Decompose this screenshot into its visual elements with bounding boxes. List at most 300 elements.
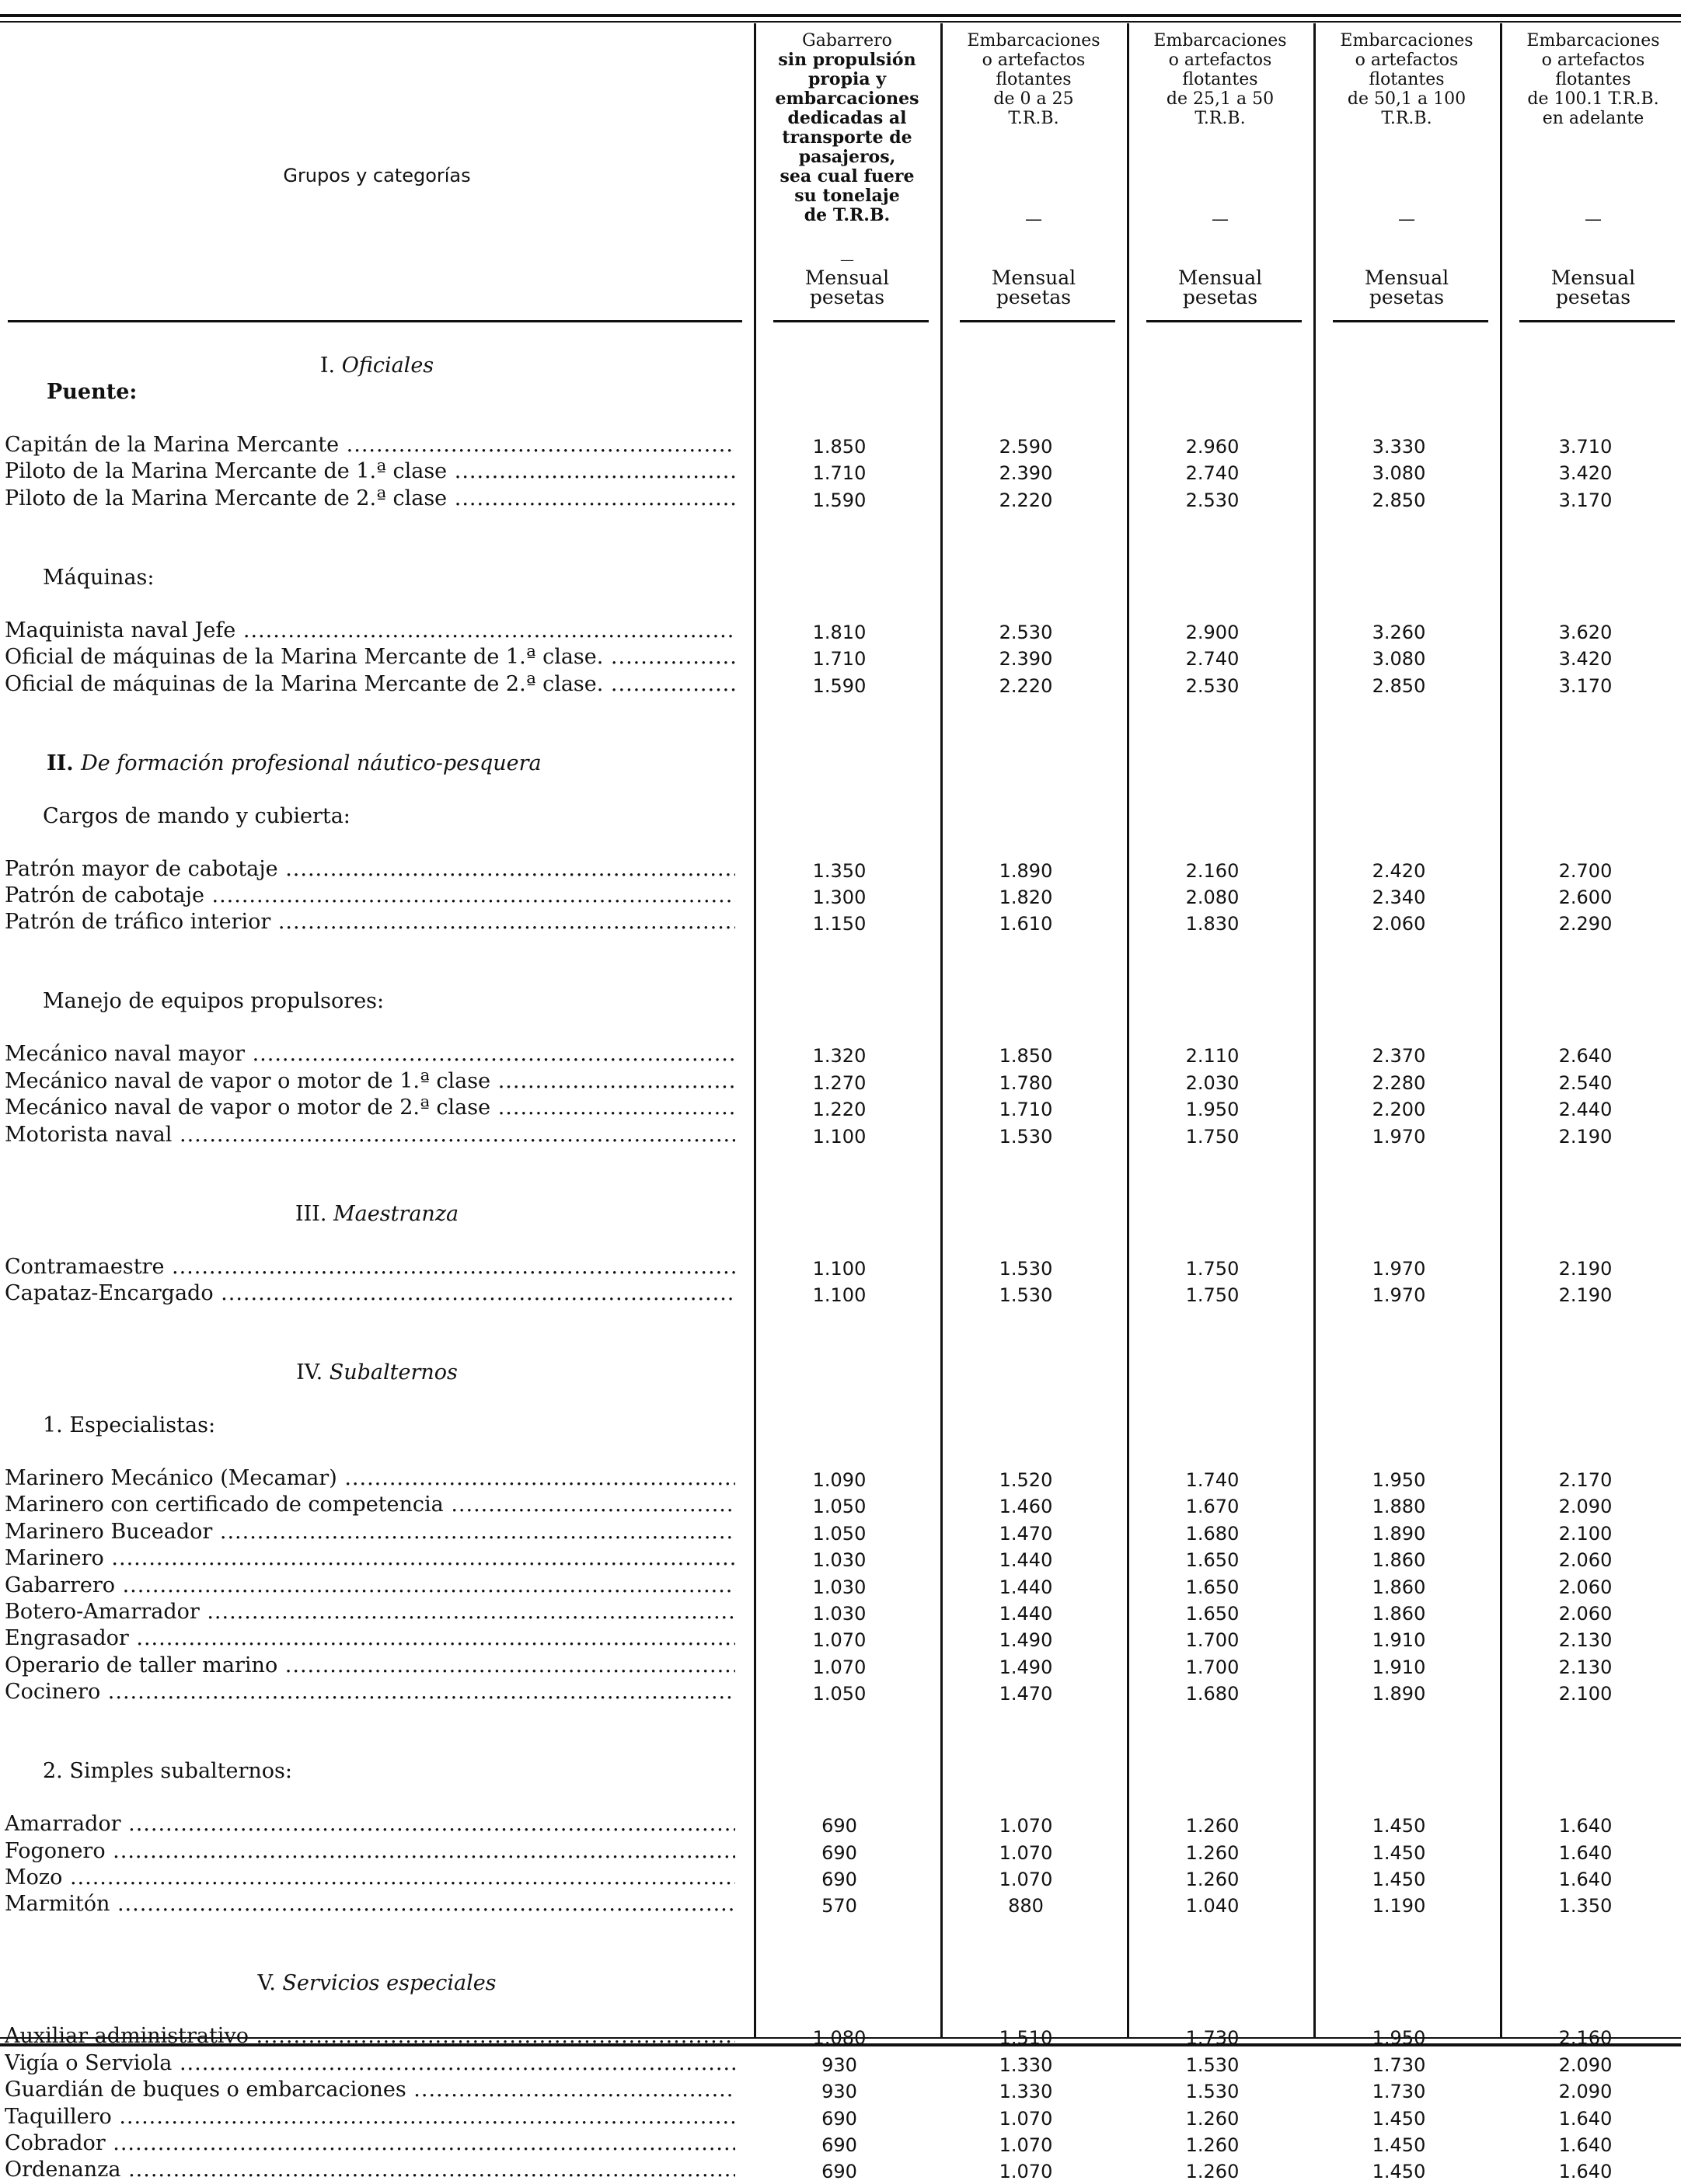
table-row <box>0 1600 1681 1626</box>
group-header: Grupos y categorías <box>283 165 471 186</box>
salary-cell: 2.390 <box>999 648 1053 671</box>
category-name: Patrón de cabotaje ..... <box>5 883 735 907</box>
salary-cell: 1.330 <box>999 2081 1053 2103</box>
column-header-line: T.R.B. <box>1194 109 1246 128</box>
column-header-line: T.R.B. <box>1008 109 1059 128</box>
salary-cell: 1.820 <box>999 886 1053 908</box>
salary-cell: 1.450 <box>1372 1815 1426 1837</box>
column-header-line: Embarcaciones <box>1340 31 1473 51</box>
salary-cell: 1.030 <box>812 1549 867 1572</box>
salary-cell: 2.060 <box>1558 1549 1613 1572</box>
table-row <box>0 1466 1681 1493</box>
salary-cell: 1.520 <box>999 1469 1053 1491</box>
table-row <box>0 910 1681 936</box>
column-header-4 <box>1325 31 1488 308</box>
salary-cell: 1.730 <box>1185 2027 1240 2050</box>
category-name: Marinero con certificado de competencia ..... <box>5 1493 735 1517</box>
salary-cell: 1.490 <box>999 1656 1053 1678</box>
header-underline-3 <box>1146 320 1302 322</box>
unit-currency: pesetas <box>1555 286 1631 308</box>
salary-cell: 2.090 <box>1558 2081 1613 2103</box>
subgroup-label: Máquinas: <box>43 565 155 590</box>
salary-cell: 1.950 <box>1185 1099 1240 1121</box>
salary-cell: 3.420 <box>1558 462 1613 485</box>
salary-cell: 1.070 <box>812 1656 867 1678</box>
table-row <box>0 2158 1681 2184</box>
column-header-3 <box>1139 31 1302 308</box>
salary-cell: 2.420 <box>1372 859 1426 882</box>
table-row <box>0 433 1681 459</box>
column-header-line: flotantes <box>1182 70 1258 89</box>
salary-cell: 1.670 <box>1185 1496 1240 1518</box>
column-header-line: en adelante <box>1542 109 1644 128</box>
table-row <box>0 1892 1681 1918</box>
section-number: II. <box>47 751 82 775</box>
column-header-line: Gabarrero <box>802 31 892 51</box>
salary-cell: 1.530 <box>999 1257 1053 1280</box>
column-header-line: Embarcaciones <box>1526 31 1660 51</box>
category-name: Contramaestre ..... <box>5 1255 735 1279</box>
salary-cell: 1.890 <box>1372 1522 1426 1545</box>
salary-cell: 1.470 <box>999 1522 1053 1545</box>
salary-cell: 1.100 <box>812 1284 867 1306</box>
table-row <box>0 1680 1681 1706</box>
salary-cell: 1.640 <box>1558 1815 1613 1837</box>
table-row <box>0 1839 1681 1865</box>
salary-cell: 2.530 <box>1185 674 1240 697</box>
header-underline-1 <box>773 320 929 322</box>
salary-cell: 1.700 <box>1185 1629 1240 1652</box>
salary-cell: 3.620 <box>1558 621 1613 643</box>
header-underline-4 <box>1333 320 1488 322</box>
salary-cell: 2.640 <box>1558 1045 1613 1068</box>
salary-cell: 1.970 <box>1372 1125 1426 1148</box>
category-name: Maquinista naval Jefe ..... <box>5 618 735 643</box>
column-header-line: dedicadas al <box>787 108 907 128</box>
section-title <box>0 354 754 378</box>
section-number: V. <box>257 1971 283 1996</box>
unit-label: Mensual <box>1364 266 1449 289</box>
category-name: Engrasador ..... <box>5 1626 735 1650</box>
salary-cell: 1.780 <box>999 1071 1053 1094</box>
category-name: Fogonero ..... <box>5 1839 735 1863</box>
salary-cell: 1.450 <box>1372 2161 1426 2183</box>
section-title <box>0 1360 754 1385</box>
salary-cell: 3.710 <box>1558 436 1613 458</box>
salary-cell: 1.350 <box>812 859 867 882</box>
salary-cell: 2.170 <box>1558 1469 1613 1491</box>
salary-cell: 690 <box>821 1841 857 1864</box>
table-row <box>0 1865 1681 1892</box>
salary-cell: 1.890 <box>1372 1683 1426 1705</box>
salary-cell: 3.420 <box>1558 648 1613 671</box>
salary-cell: 1.740 <box>1185 1469 1240 1491</box>
salary-cell: 1.650 <box>1185 1576 1240 1598</box>
salary-cell: 1.860 <box>1372 1576 1426 1598</box>
col-sep-1 <box>754 23 756 2037</box>
salary-cell: 2.190 <box>1558 1257 1613 1280</box>
table-row <box>0 1573 1681 1600</box>
category-name: Marinero Mecánico (Mecamar) ..... <box>5 1466 735 1490</box>
salary-cell: 1.260 <box>1185 1869 1240 1890</box>
salary-cell: 1.100 <box>812 1125 867 1148</box>
salary-cell: 1.680 <box>1185 1522 1240 1545</box>
salary-cell: 2.740 <box>1185 462 1240 485</box>
unit-label: Mensual <box>804 266 890 289</box>
category-name: Patrón de tráfico interior ..... <box>5 910 735 934</box>
column-header-dash: — <box>1398 210 1415 229</box>
salary-cell: 1.300 <box>812 886 867 908</box>
salary-cell: 2.900 <box>1185 621 1240 643</box>
category-name: Capataz-Encargado ..... <box>5 1281 735 1305</box>
salary-cell: 1.530 <box>999 1284 1053 1306</box>
salary-cell: 1.530 <box>1185 2081 1240 2103</box>
salary-cell: 1.260 <box>1185 2107 1240 2130</box>
salary-cell: 2.160 <box>1558 2027 1613 2050</box>
table-row <box>0 1123 1681 1149</box>
salary-cell: 1.260 <box>1185 1815 1240 1837</box>
salary-cell: 1.700 <box>1185 1656 1240 1678</box>
salary-cell: 2.960 <box>1185 436 1240 458</box>
section-number: III. <box>295 1201 333 1226</box>
column-header-line: flotantes <box>1369 70 1445 89</box>
salary-cell: 1.070 <box>999 2134 1053 2156</box>
subgroup-label: Cargos de mando y cubierta: <box>43 803 350 828</box>
table-row <box>0 1493 1681 1519</box>
col-sep-4 <box>1313 23 1316 2037</box>
salary-cell: 1.680 <box>1185 1683 1240 1705</box>
salary-cell: 1.890 <box>999 859 1053 882</box>
category-name: Mozo ..... <box>5 1865 735 1890</box>
category-name: Cobrador ..... <box>5 2131 735 2155</box>
salary-cell: 2.060 <box>1558 1576 1613 1598</box>
category-name: Mecánico naval mayor ..... <box>5 1042 735 1066</box>
salary-cell: 2.220 <box>999 674 1053 697</box>
salary-cell: 2.390 <box>999 462 1053 485</box>
salary-cell: 1.070 <box>999 2161 1053 2183</box>
column-header-line: Embarcaciones <box>1153 31 1287 51</box>
salary-cell: 1.860 <box>1372 1603 1426 1625</box>
salary-cell: 1.070 <box>999 1815 1053 1837</box>
salary-cell: 3.080 <box>1372 462 1426 485</box>
table-row <box>0 1042 1681 1068</box>
unit-currency: pesetas <box>996 286 1072 308</box>
table-row <box>0 618 1681 645</box>
salary-cell: 3.170 <box>1558 674 1613 697</box>
salary-cell: 2.090 <box>1558 2053 1613 2076</box>
salary-cell: 1.750 <box>1185 1284 1240 1306</box>
subgroup-label: 1. Especialistas: <box>43 1413 216 1437</box>
column-header-line: propia y <box>807 69 887 89</box>
table-row <box>0 2078 1681 2104</box>
subgroup-label: Manejo de equipos propulsores: <box>43 989 385 1014</box>
salary-cell: 690 <box>821 2107 857 2130</box>
salary-cell: 3.260 <box>1372 621 1426 643</box>
salary-cell: 2.590 <box>999 436 1053 458</box>
salary-cell: 1.440 <box>999 1603 1053 1625</box>
salary-cell: 1.050 <box>812 1683 867 1705</box>
salary-cell: 1.590 <box>812 489 867 511</box>
salary-cell: 1.970 <box>1372 1257 1426 1280</box>
salary-cell: 1.640 <box>1558 1869 1613 1890</box>
salary-cell: 2.110 <box>1185 1045 1240 1068</box>
section-name: Oficiales <box>341 354 434 378</box>
salary-cell: 1.220 <box>812 1099 867 1121</box>
table-row <box>0 672 1681 698</box>
salary-cell: 2.060 <box>1372 913 1426 935</box>
unit-label: Mensual <box>1550 266 1636 289</box>
salary-cell: 2.190 <box>1558 1125 1613 1148</box>
category-name: Oficial de máquinas de la Marina Mercante de 2.ª clase. ..... <box>5 672 735 696</box>
salary-cell: 1.450 <box>1372 1869 1426 1890</box>
table-row <box>0 1520 1681 1546</box>
salary-cell: 1.830 <box>1185 913 1240 935</box>
salary-cell: 1.640 <box>1558 2134 1613 2156</box>
column-header-1 <box>766 31 929 308</box>
category-name: Amarrador ..... <box>5 1812 735 1836</box>
salary-cell: 1.450 <box>1372 2134 1426 2156</box>
column-header-line: o artefactos <box>982 51 1086 70</box>
table-row <box>0 1626 1681 1653</box>
salary-cell: 1.510 <box>999 2027 1053 2050</box>
salary-cell: 1.260 <box>1185 2134 1240 2156</box>
table-row <box>0 1255 1681 1281</box>
salary-cell: 1.320 <box>812 1045 867 1068</box>
category-name: Piloto de la Marina Mercante de 1.ª clase ..... <box>5 459 735 483</box>
salary-cell: 1.070 <box>812 1629 867 1652</box>
salary-cell: 1.650 <box>1185 1549 1240 1572</box>
salary-cell: 1.650 <box>1185 1603 1240 1625</box>
salary-cell: 1.730 <box>1372 2053 1426 2076</box>
salary-cell: 2.200 <box>1372 1099 1426 1121</box>
section-title <box>47 751 542 775</box>
salary-cell: 1.750 <box>1185 1257 1240 1280</box>
salary-cell: 1.710 <box>812 648 867 671</box>
salary-cell: 2.850 <box>1372 489 1426 511</box>
column-header-line: sin propulsión <box>778 50 916 70</box>
table-row <box>0 1069 1681 1095</box>
category-name: Motorista naval ..... <box>5 1123 735 1147</box>
category-name: Guardián de buques o embarcaciones ..... <box>5 2078 735 2102</box>
salary-cell: 2.370 <box>1372 1045 1426 1068</box>
column-header-5 <box>1512 31 1675 308</box>
table-row <box>0 1281 1681 1308</box>
salary-cell: 2.340 <box>1372 886 1426 908</box>
table-row <box>0 645 1681 671</box>
salary-cell: 1.070 <box>999 1869 1053 1890</box>
salary-cell: 1.640 <box>1558 2161 1613 2183</box>
section-title <box>0 1202 754 1226</box>
category-name: Vigía o Serviola ..... <box>5 2051 735 2075</box>
col-sep-5 <box>1500 23 1502 2037</box>
salary-cell: 1.450 <box>1372 2107 1426 2130</box>
category-name: Auxiliar administrativo ..... <box>5 2024 735 2048</box>
salary-cell: 2.100 <box>1558 1522 1613 1545</box>
salary-cell: 880 <box>1008 1895 1044 1918</box>
salary-cell: 1.260 <box>1185 1841 1240 1864</box>
section-number: I. <box>319 354 342 378</box>
category-name: Capitán de la Marina Mercante ..... <box>5 433 735 457</box>
salary-cell: 1.100 <box>812 1257 867 1280</box>
column-header-dash: — <box>1585 210 1602 229</box>
header-underline-2 <box>960 320 1115 322</box>
salary-cell: 2.280 <box>1372 1071 1426 1094</box>
salary-cell: 1.040 <box>1185 1895 1240 1918</box>
salary-cell: 570 <box>821 1895 857 1918</box>
subgroup-label: 2. Simples subalternos: <box>43 1759 293 1784</box>
salary-cell: 690 <box>821 1869 857 1890</box>
salary-cell: 1.030 <box>812 1576 867 1598</box>
salary-cell: 3.080 <box>1372 648 1426 671</box>
category-name: Gabarrero ..... <box>5 1573 735 1597</box>
category-name: Mecánico naval de vapor o motor de 1.ª clase ..... <box>5 1069 735 1093</box>
table-row <box>0 486 1681 513</box>
section-name: De formación profesional náutico-pesquera <box>81 751 542 775</box>
salary-cell: 1.950 <box>1372 1469 1426 1491</box>
table-row <box>0 1653 1681 1680</box>
salary-cell: 2.290 <box>1558 913 1613 935</box>
salary-cell: 1.610 <box>999 913 1053 935</box>
salary-cell: 1.150 <box>812 913 867 935</box>
section-name: Subalternos <box>329 1360 458 1385</box>
header-underline-0 <box>8 320 742 322</box>
salary-cell: 2.060 <box>1558 1603 1613 1625</box>
salary-cell: 1.350 <box>1558 1895 1613 1918</box>
salary-cell: 1.090 <box>812 1469 867 1491</box>
column-header-line: transporte de <box>782 127 912 148</box>
table-row <box>0 2105 1681 2131</box>
salary-cell: 2.030 <box>1185 1071 1240 1094</box>
column-header-line: o artefactos <box>1168 51 1272 70</box>
salary-cell: 1.730 <box>1372 2081 1426 2103</box>
table-row <box>0 2051 1681 2078</box>
top-rule-thick <box>0 14 1681 17</box>
column-header-line: pasajeros, <box>798 147 896 167</box>
category-name: Oficial de máquinas de la Marina Mercante de 1.ª clase. ..... <box>5 645 735 669</box>
salary-cell: 2.100 <box>1558 1683 1613 1705</box>
table-row <box>0 857 1681 883</box>
salary-cell: 2.440 <box>1558 1099 1613 1121</box>
column-header-line: flotantes <box>996 70 1072 89</box>
salary-cell: 1.640 <box>1558 1841 1613 1864</box>
category-name: Botero-Amarrador ..... <box>5 1600 735 1624</box>
column-header-line: de 25,1 a 50 <box>1166 89 1275 109</box>
salary-cell: 1.260 <box>1185 2161 1240 2183</box>
unit-currency: pesetas <box>809 286 885 308</box>
salary-cell: 2.190 <box>1558 1284 1613 1306</box>
salary-cell: 2.090 <box>1558 1496 1613 1518</box>
unit-currency: pesetas <box>1369 286 1445 308</box>
column-header-dash: — <box>840 252 854 268</box>
salary-cell: 1.080 <box>812 2027 867 2050</box>
salary-cell: 1.330 <box>999 2053 1053 2076</box>
salary-cell: 690 <box>821 1815 857 1837</box>
column-header-dash: — <box>1212 210 1229 229</box>
salary-cell: 1.910 <box>1372 1656 1426 1678</box>
salary-cell: 1.710 <box>812 462 867 485</box>
salary-cell: 1.640 <box>1558 2107 1613 2130</box>
unit-currency: pesetas <box>1182 286 1258 308</box>
salary-cell: 3.330 <box>1372 436 1426 458</box>
salary-cell: 1.710 <box>999 1099 1053 1121</box>
category-name: Ordenanza ..... <box>5 2158 735 2182</box>
column-header-line: de 100.1 T.R.B. <box>1527 89 1659 109</box>
table-row <box>0 2024 1681 2050</box>
salary-cell: 1.970 <box>1372 1284 1426 1306</box>
table-row <box>0 2131 1681 2158</box>
category-name: Piloto de la Marina Mercante de 2.ª clase ..... <box>5 486 735 510</box>
subgroup-label: Puente: <box>47 380 138 404</box>
column-header-line: de T.R.B. <box>804 205 891 225</box>
salary-cell: 1.440 <box>999 1549 1053 1572</box>
salary-cell: 2.130 <box>1558 1629 1613 1652</box>
category-name: Taquillero ..... <box>5 2105 735 2129</box>
category-name: Marinero ..... <box>5 1546 735 1570</box>
column-header-line: o artefactos <box>1355 51 1459 70</box>
salary-cell: 930 <box>821 2053 857 2076</box>
category-name: Patrón mayor de cabotaje ..... <box>5 857 735 881</box>
salary-cell: 1.490 <box>999 1629 1053 1652</box>
column-header-line: embarcaciones <box>775 89 919 109</box>
salary-cell: 1.850 <box>999 1045 1053 1068</box>
salary-cell: 1.050 <box>812 1522 867 1545</box>
top-rule-thin <box>0 21 1681 23</box>
salary-cell: 1.070 <box>999 2107 1053 2130</box>
salary-cell: 2.740 <box>1185 648 1240 671</box>
column-header-line: de 0 a 25 <box>993 89 1074 109</box>
salary-cell: 1.270 <box>812 1071 867 1094</box>
salary-cell: 930 <box>821 2081 857 2103</box>
salary-cell: 2.080 <box>1185 886 1240 908</box>
salary-cell: 2.160 <box>1185 859 1240 882</box>
column-header-line: flotantes <box>1555 70 1631 89</box>
column-header-line: Embarcaciones <box>967 31 1100 51</box>
salary-cell: 1.750 <box>1185 1125 1240 1148</box>
col-sep-2 <box>940 23 943 2037</box>
category-name: Marmitón ..... <box>5 1892 735 1916</box>
unit-label: Mensual <box>1177 266 1263 289</box>
table-row <box>0 883 1681 910</box>
table-row <box>0 1095 1681 1122</box>
salary-cell: 690 <box>821 2134 857 2156</box>
category-name: Cocinero ..... <box>5 1680 735 1704</box>
column-header-line: de 50,1 a 100 <box>1347 89 1467 109</box>
section-title <box>0 1971 754 1995</box>
salary-cell: 1.440 <box>999 1576 1053 1598</box>
salary-cell: 1.590 <box>812 674 867 697</box>
salary-cell: 690 <box>821 2161 857 2183</box>
category-name: Operario de taller marino ..... <box>5 1653 735 1677</box>
header-underline-5 <box>1519 320 1675 322</box>
salary-cell: 1.880 <box>1372 1496 1426 1518</box>
salary-cell: 1.850 <box>812 436 867 458</box>
salary-cell: 1.070 <box>999 1841 1053 1864</box>
salary-cell: 2.530 <box>1185 489 1240 511</box>
salary-cell: 1.190 <box>1372 1895 1426 1918</box>
salary-cell: 1.030 <box>812 1603 867 1625</box>
section-name: Maestranza <box>333 1201 459 1226</box>
section-number: IV. <box>296 1360 330 1385</box>
salary-cell: 2.530 <box>999 621 1053 643</box>
category-name: Mecánico naval de vapor o motor de 2.ª clase ..... <box>5 1095 735 1120</box>
salary-cell: 2.540 <box>1558 1071 1613 1094</box>
salary-cell: 1.810 <box>812 621 867 643</box>
salary-cell: 1.460 <box>999 1496 1053 1518</box>
salary-cell: 2.220 <box>999 489 1053 511</box>
column-header-2 <box>952 31 1115 308</box>
column-header-line: su tonelaje <box>794 186 900 206</box>
salary-cell: 2.850 <box>1372 674 1426 697</box>
